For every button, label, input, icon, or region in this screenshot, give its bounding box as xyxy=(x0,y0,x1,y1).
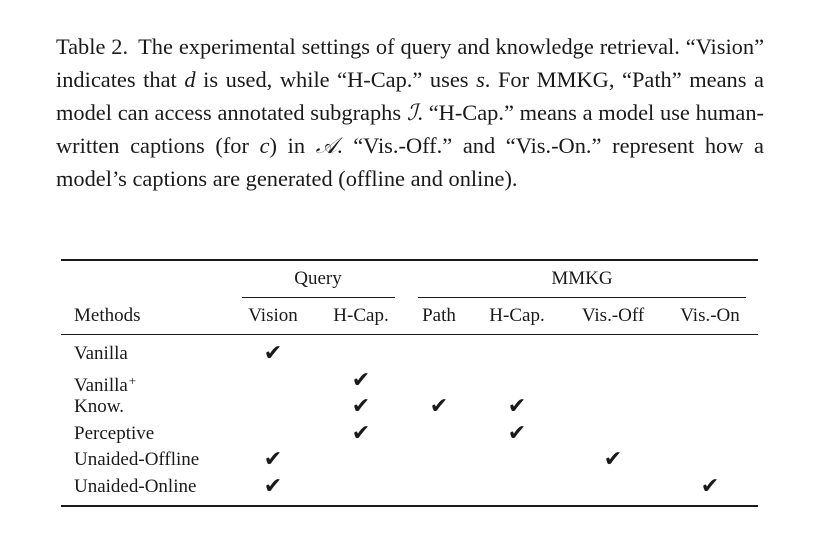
caption-var-d: d xyxy=(184,67,196,92)
caption-text-2: is used, while “H-Cap.” uses xyxy=(195,67,477,92)
caption-text-4: . “H-Cap.” means a model use human-written captions (for xyxy=(56,100,764,158)
check-mark-icon: ✔ xyxy=(507,420,527,446)
query-cmidrule xyxy=(242,297,395,298)
caption-label: Table 2. xyxy=(56,34,129,59)
caption-var-s: s xyxy=(476,67,485,92)
method-label: Know. xyxy=(74,396,124,417)
table-bottom-rule xyxy=(61,505,758,507)
method-name xyxy=(74,341,128,367)
method-label: Perceptive xyxy=(74,422,155,444)
column-header-mmkg-hcap: H-Cap. xyxy=(489,305,545,326)
check-mark-icon: ✔ xyxy=(351,420,371,446)
column-header-vis-off: Vis.-Off xyxy=(581,305,645,326)
group-header-query: Query xyxy=(294,268,342,289)
method-superscript: + xyxy=(128,372,137,388)
column-header-path: Path xyxy=(422,305,456,326)
method-label: Vanilla xyxy=(74,343,128,364)
table-top-rule xyxy=(61,259,758,261)
column-header-methods: Methods xyxy=(74,305,141,326)
check-mark-icon: ✔ xyxy=(429,394,449,419)
method-name xyxy=(74,421,154,447)
table-row xyxy=(0,394,818,420)
check-mark-icon: ✔ xyxy=(263,447,283,472)
column-header-query-hcap: H-Cap. xyxy=(333,305,389,326)
table-row xyxy=(0,341,818,367)
check-mark-icon: ✔ xyxy=(351,394,371,419)
method-label: Vanilla xyxy=(74,374,128,396)
table-header-rule xyxy=(61,334,758,335)
table-row xyxy=(0,447,818,473)
method-name xyxy=(74,447,199,473)
caption-text-3: . For MMKG, “Path” means a model can access annotated subgraphs xyxy=(56,67,764,125)
caption-var-i: ℐ xyxy=(406,100,418,125)
check-mark-icon: ✔ xyxy=(603,447,623,472)
mmkg-cmidrule xyxy=(418,297,746,298)
caption-text-1: The experimental settings of query and knowledge retrieval. “Vision” indicates that xyxy=(56,34,765,92)
group-header-mmkg: MMKG xyxy=(551,268,613,289)
check-mark-icon: ✔ xyxy=(507,394,527,419)
caption-var-c: c xyxy=(259,133,270,158)
check-mark-icon: ✔ xyxy=(700,473,720,499)
table-row xyxy=(0,474,818,500)
method-name xyxy=(74,474,196,500)
check-mark-icon: ✔ xyxy=(263,341,283,366)
method-label: Unaided-Online xyxy=(74,475,197,497)
column-header-vision: Vision xyxy=(248,305,298,326)
check-mark-icon: ✔ xyxy=(263,473,283,499)
method-label: Unaided-Offline xyxy=(74,449,200,470)
check-mark-icon: ✔ xyxy=(351,367,371,393)
caption-text-5: ) in xyxy=(269,133,316,158)
table-caption xyxy=(56,30,764,195)
table-row xyxy=(0,368,818,394)
method-name xyxy=(74,394,124,420)
caption-text-6: . “Vis.-Off.” and “Vis.-On.” represent how a model’s captions are generated (offline and online). xyxy=(56,133,764,191)
caption-var-a: 𝒜 xyxy=(315,133,337,158)
column-header-vis-on: Vis.-On xyxy=(680,305,740,326)
table-row xyxy=(0,421,818,447)
